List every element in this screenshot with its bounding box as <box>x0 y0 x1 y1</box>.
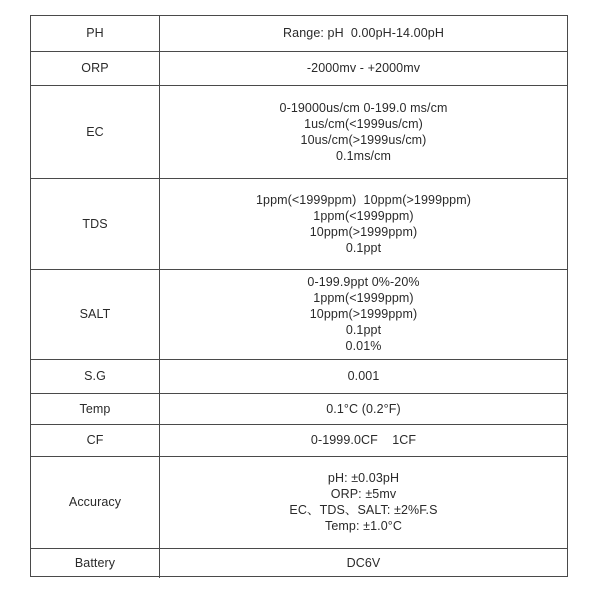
table-row-sg <box>31 359 567 393</box>
row-value <box>160 85 568 178</box>
row-label: SALT <box>31 269 160 359</box>
value-line: 0-19000us/cm 0-199.0 ms/cm <box>279 100 448 115</box>
row-value <box>160 393 568 424</box>
table-row-ph <box>31 16 567 51</box>
row-label: TDS <box>31 178 160 269</box>
value-line: 0-1999.0CF 1CF <box>310 433 417 447</box>
value-line: 1ppm(<1999ppm) 10ppm(>1999ppm) <box>255 192 472 207</box>
value-line: 0-199.9ppt 0%-20% <box>307 275 420 289</box>
row-label: ORP <box>31 51 160 85</box>
table-row-battery <box>31 548 567 578</box>
row-value <box>160 548 568 578</box>
value-line: 10ppm(>1999ppm) <box>309 224 418 239</box>
table-row-tds <box>31 178 567 269</box>
row-label: Battery <box>31 548 160 578</box>
value-line: 1ppm(<1999ppm) <box>313 291 414 305</box>
value-line: 0.1ms/cm <box>336 148 391 163</box>
row-label: S.G <box>31 359 160 393</box>
table-row-cf <box>31 424 567 456</box>
row-label: Accuracy <box>31 456 160 548</box>
value-line: ORP: ±5mv <box>330 487 397 501</box>
row-label: CF <box>31 424 160 456</box>
row-label: EC <box>31 85 160 178</box>
row-label: Temp <box>31 393 160 424</box>
row-value <box>160 178 568 269</box>
row-value <box>160 456 568 548</box>
row-value <box>160 16 568 51</box>
table-row-accuracy <box>31 456 567 548</box>
value-line: 1ppm(<1999ppm) <box>313 208 414 223</box>
value-line: 0.1°C (0.2°F) <box>326 401 401 416</box>
value-line: 1us/cm(<1999us/cm) <box>304 116 423 131</box>
table-row-orp <box>31 51 567 85</box>
value-line: -2000mv - +2000mv <box>306 61 421 75</box>
table-row-salt <box>31 269 567 359</box>
row-value <box>160 424 568 456</box>
value-line: DC6V <box>346 556 381 571</box>
value-line: 10us/cm(>1999us/cm) <box>300 132 427 147</box>
spec-table <box>31 16 567 578</box>
value-line: 10ppm(>1999ppm) <box>309 307 418 321</box>
value-line: 0.1ppt <box>345 240 382 255</box>
row-value <box>160 359 568 393</box>
value-line: EC、TDS、SALT: ±2%F.S <box>289 503 438 517</box>
value-line: Temp: ±1.0°C <box>325 519 402 533</box>
spec-table-frame <box>30 15 568 577</box>
value-line: 0.001 <box>347 369 380 383</box>
table-row-ec <box>31 85 567 178</box>
table-row-temp <box>31 393 567 424</box>
value-line: 0.01% <box>345 339 382 353</box>
value-line: Range: pH 0.00pH-14.00pH <box>283 26 444 41</box>
value-line: pH: ±0.03pH <box>327 471 400 485</box>
row-label: PH <box>31 16 160 51</box>
row-value <box>160 51 568 85</box>
value-line: 0.1ppt <box>345 323 382 337</box>
row-value <box>160 269 568 359</box>
